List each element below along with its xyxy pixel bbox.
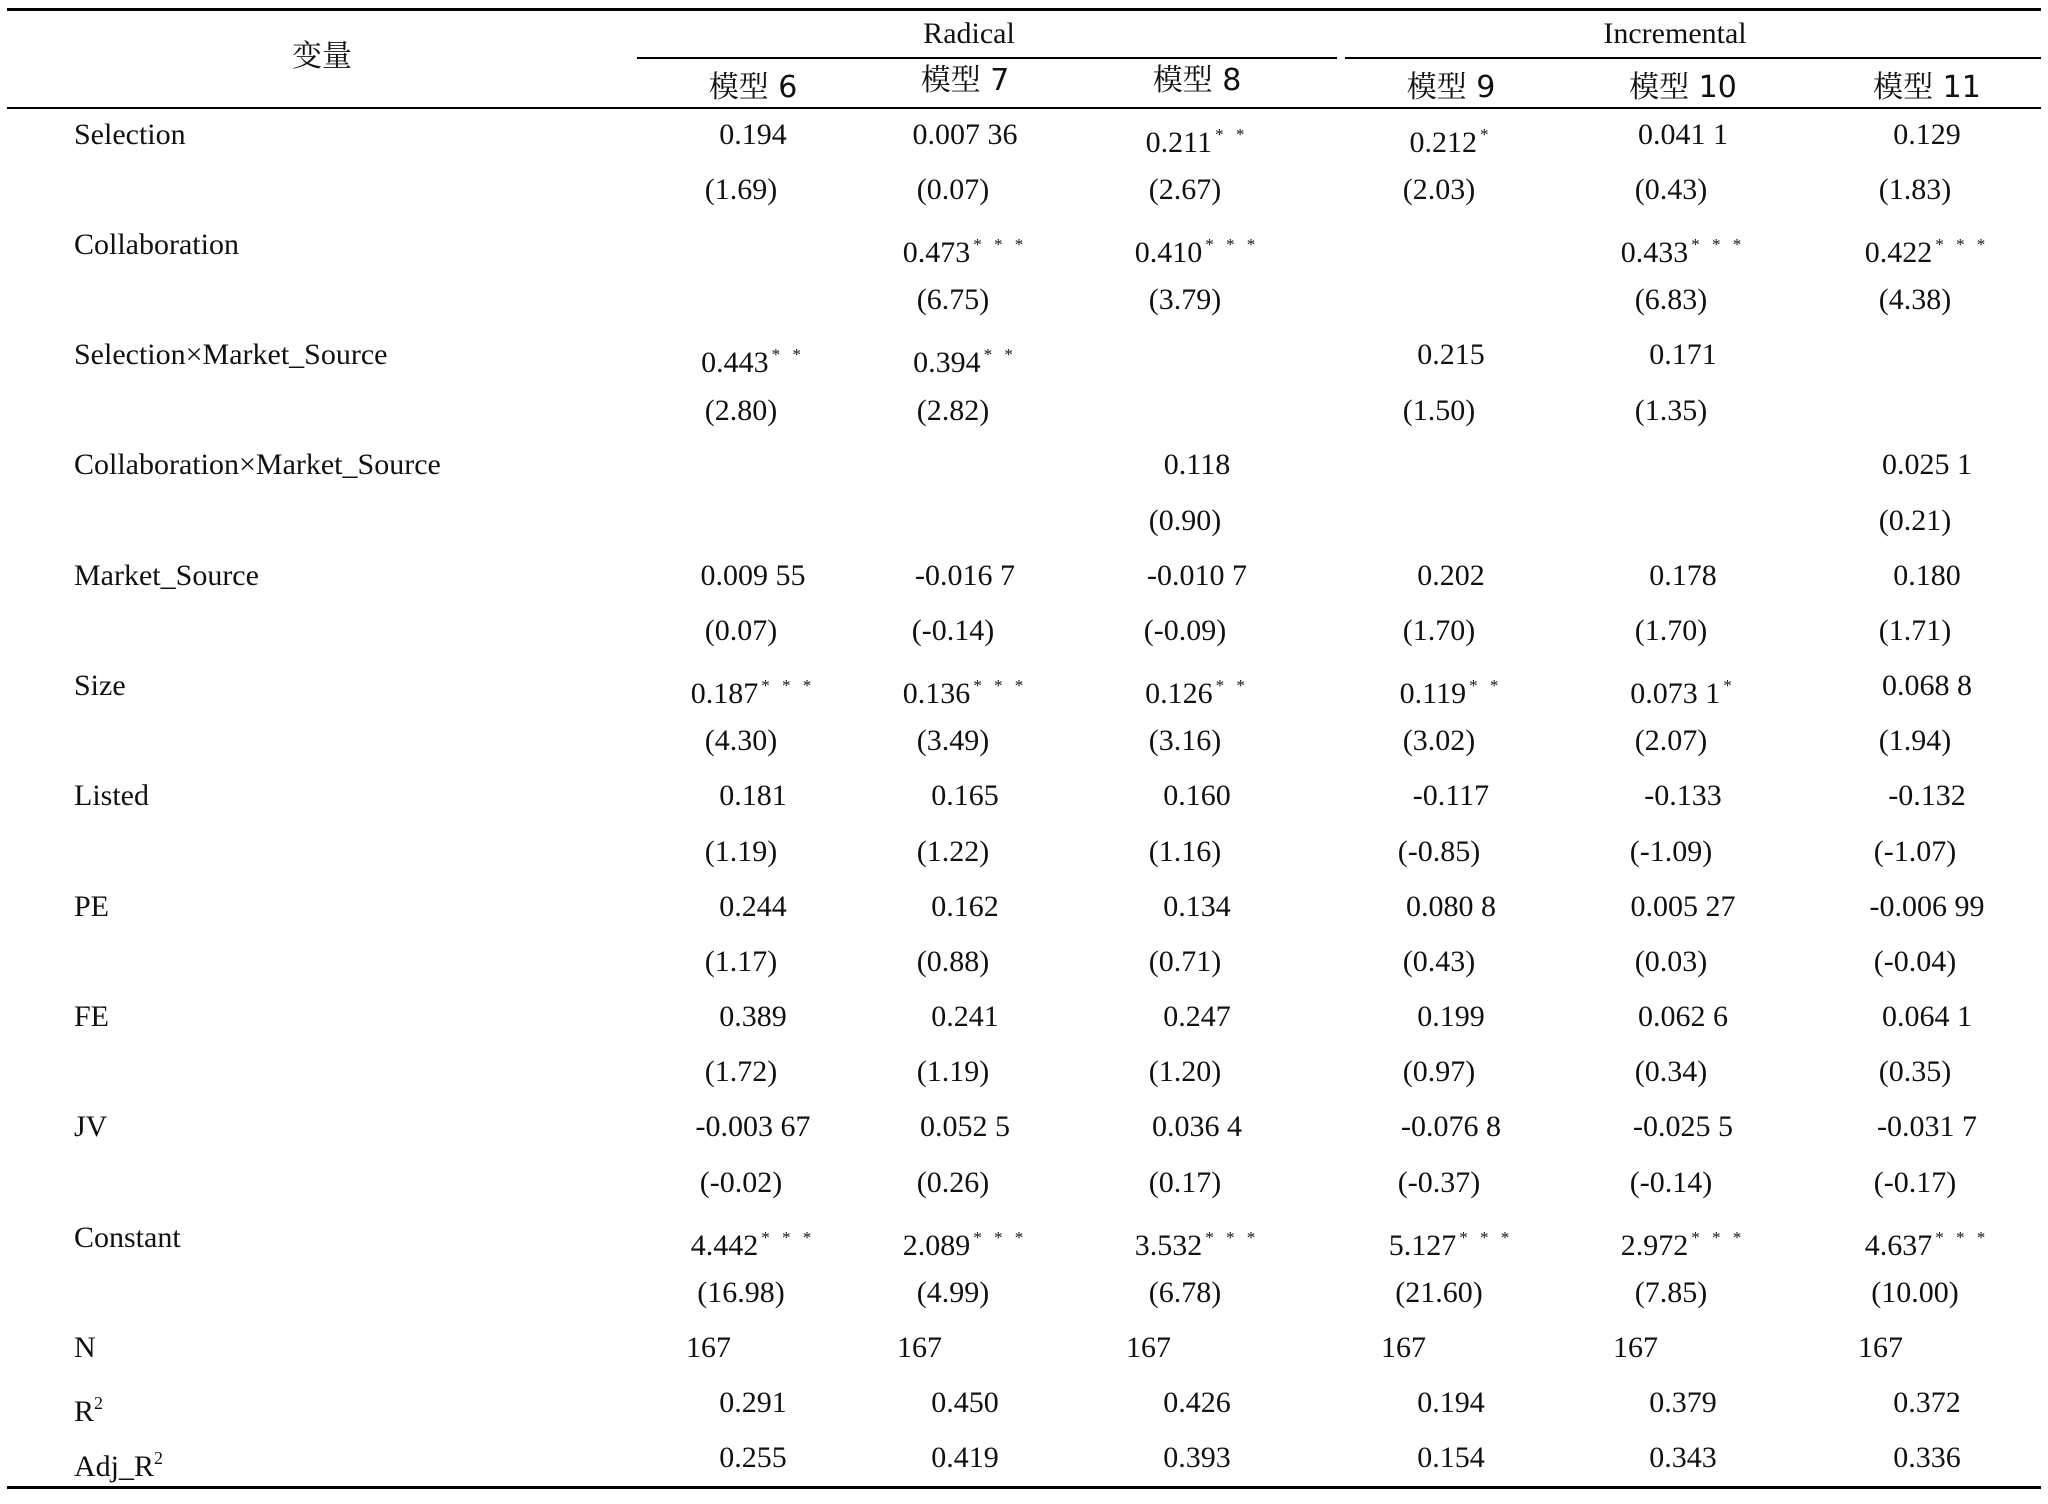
t-statistic-cell: (2.07) xyxy=(1634,724,1708,757)
coefficient-value: 0.171 xyxy=(1649,338,1717,371)
coefficient-cell xyxy=(1649,559,1717,593)
coefficient-value: 0.247 xyxy=(1163,1000,1231,1033)
variable-name: Constant xyxy=(74,1221,181,1254)
significance-stars: * * * xyxy=(973,676,1028,695)
coefficient-cell xyxy=(931,779,999,813)
coefficient-cell xyxy=(696,1110,811,1144)
coefficient-value: -0.076 8 xyxy=(1401,1110,1501,1143)
t-statistic-cell: (3.49) xyxy=(916,724,990,757)
significance-stars: * * * xyxy=(761,1228,816,1247)
t-statistic-cell: (0.21) xyxy=(1878,504,1952,537)
coefficient-cell xyxy=(1152,1110,1242,1144)
coefficient-cell xyxy=(1146,118,1249,160)
model-header-7: 模型 7 xyxy=(920,63,1010,98)
t-statistic-cell: (3.79) xyxy=(1148,283,1222,316)
top-rule xyxy=(7,8,2041,11)
coefficient-cell xyxy=(1882,448,1972,482)
coefficient-value: 0.118 xyxy=(1163,448,1231,481)
coefficient-value: 0.073 1 xyxy=(1630,677,1721,710)
coefficient-value: 0.041 1 xyxy=(1638,118,1728,151)
coefficient-value: 0.394 xyxy=(913,346,981,379)
stat-label: Adj_R xyxy=(74,1450,155,1483)
coefficient-cell xyxy=(1865,228,1990,270)
stat-value: 167 xyxy=(897,1331,942,1364)
significance-stars: * * xyxy=(1469,676,1503,695)
t-statistic-cell: (4.38) xyxy=(1878,283,1952,316)
t-statistic-cell: (-0.09) xyxy=(1143,614,1227,647)
coefficient-value: -0.132 xyxy=(1888,779,1966,812)
coefficient-cell xyxy=(1888,779,1966,813)
significance-stars: * * * xyxy=(1459,1228,1514,1247)
stat-value: 0.291 xyxy=(719,1386,787,1419)
group-header-incremental: Incremental xyxy=(1603,17,1747,50)
stat-value: 0.393 xyxy=(1163,1441,1231,1474)
group-header-radical: Radical xyxy=(923,17,1015,50)
t-statistic-cell: (0.26) xyxy=(916,1166,990,1199)
coefficient-cell xyxy=(1406,890,1496,924)
coefficient-cell xyxy=(1877,1110,1977,1144)
coefficient-cell xyxy=(1865,1221,1990,1263)
t-statistic-cell: (-0.14) xyxy=(1629,1166,1713,1199)
stat-value: 0.450 xyxy=(931,1386,999,1419)
t-statistic-cell: (1.19) xyxy=(916,1055,990,1088)
coefficient-value: 0.134 xyxy=(1163,890,1231,923)
coefficient-value: 4.442 xyxy=(690,1229,759,1262)
coefficient-value: 0.410 xyxy=(1134,236,1203,269)
coefficient-cell xyxy=(1163,779,1231,813)
coefficient-cell xyxy=(1649,338,1717,372)
coefficient-cell xyxy=(1164,448,1230,482)
coefficient-value: 0.052 5 xyxy=(920,1110,1010,1143)
t-statistic-cell: (6.83) xyxy=(1634,283,1708,316)
t-statistic-cell: (0.43) xyxy=(1402,945,1476,978)
t-statistic-cell: (1.70) xyxy=(1634,614,1708,647)
coefficient-cell xyxy=(1870,890,1985,924)
t-statistic-cell: (2.67) xyxy=(1148,173,1222,206)
t-statistic-cell: (0.34) xyxy=(1634,1055,1708,1088)
coefficient-value: 0.389 xyxy=(719,1000,787,1033)
stat-value: 0.379 xyxy=(1649,1386,1717,1419)
coefficient-cell xyxy=(1163,890,1231,924)
coefficient-cell xyxy=(1417,338,1485,372)
coefficient-value: 3.532 xyxy=(1134,1229,1203,1262)
coefficient-cell xyxy=(1882,669,1972,703)
variable-name: Listed xyxy=(74,779,149,812)
t-statistic-cell: (1.17) xyxy=(704,945,778,978)
coefficient-value: -0.031 7 xyxy=(1877,1110,1977,1143)
stat-value: 0.419 xyxy=(931,1441,999,1474)
stat-name xyxy=(74,1386,103,1429)
coefficient-value: 0.443 xyxy=(701,346,769,379)
coefficient-value: 0.244 xyxy=(719,890,787,923)
model-header-11: 模型 11 xyxy=(1873,70,1981,105)
variable-name: Market_Source xyxy=(74,559,259,592)
stat-value: 0.194 xyxy=(1417,1386,1485,1419)
bottom-rule xyxy=(7,1486,2041,1489)
coefficient-cell xyxy=(701,338,805,380)
coefficient-value: 0.194 xyxy=(719,118,787,151)
t-statistic-cell: (10.00) xyxy=(1871,1276,1959,1309)
stat-label: R xyxy=(74,1395,95,1428)
model-header-6: 模型 6 xyxy=(708,70,798,105)
coefficient-value: -0.117 xyxy=(1412,779,1490,812)
t-statistic-cell: (0.07) xyxy=(704,614,778,647)
coefficient-value: -0.003 67 xyxy=(695,1110,811,1143)
coefficient-value: 0.119 xyxy=(1399,677,1467,710)
t-statistic-cell: (-1.09) xyxy=(1629,835,1713,868)
coefficient-cell xyxy=(719,779,787,813)
coefficient-cell xyxy=(903,1221,1028,1263)
coefficient-cell xyxy=(1145,669,1249,711)
stat-value: 0.154 xyxy=(1417,1441,1485,1474)
significance-stars: * * * xyxy=(1691,1228,1746,1247)
significance-stars: * xyxy=(1723,676,1736,695)
t-statistic-cell: (1.83) xyxy=(1878,173,1952,206)
coefficient-value: 2.089 xyxy=(902,1229,971,1262)
variable-name: Collaboration xyxy=(74,228,239,261)
coefficient-cell xyxy=(691,1221,816,1263)
significance-stars: * * xyxy=(1215,676,1249,695)
t-statistic-cell: (-0.85) xyxy=(1397,835,1481,868)
t-statistic-cell: (-1.07) xyxy=(1873,835,1957,868)
coefficient-value: 0.199 xyxy=(1417,1000,1485,1033)
stat-value: 0.255 xyxy=(719,1441,787,1474)
coefficient-value: 0.160 xyxy=(1163,779,1231,812)
t-statistic-cell: (1.50) xyxy=(1402,394,1476,427)
t-statistic-cell: (3.16) xyxy=(1148,724,1222,757)
radical-group-rule xyxy=(637,57,1337,59)
coefficient-cell xyxy=(691,669,816,711)
coefficient-value: 5.127 xyxy=(1388,1229,1457,1262)
coefficient-value: 0.068 8 xyxy=(1882,669,1972,702)
stat-value: 0.426 xyxy=(1163,1386,1231,1419)
coefficient-cell xyxy=(920,1110,1010,1144)
coefficient-value: -0.133 xyxy=(1644,779,1722,812)
coefficient-cell xyxy=(719,890,787,924)
t-statistic-cell: (-0.37) xyxy=(1397,1166,1481,1199)
t-statistic-cell: (4.30) xyxy=(704,724,778,757)
t-statistic-cell: (1.20) xyxy=(1148,1055,1222,1088)
coefficient-value: 0.036 4 xyxy=(1152,1110,1242,1143)
coefficient-value: 0.129 xyxy=(1893,118,1961,151)
coefficient-cell xyxy=(913,338,1017,380)
coefficient-cell xyxy=(719,118,787,152)
significance-stars: * * xyxy=(983,345,1017,364)
significance-stars: * * * xyxy=(1205,1228,1260,1247)
stat-value: 0.343 xyxy=(1649,1441,1717,1474)
header-rule xyxy=(7,107,2041,109)
coefficient-cell xyxy=(1417,559,1485,593)
coefficient-cell xyxy=(931,890,999,924)
t-statistic-cell: (-0.02) xyxy=(699,1166,783,1199)
coefficient-value: 0.422 xyxy=(1864,236,1933,269)
coefficient-value: 0.433 xyxy=(1620,236,1689,269)
t-statistic-cell: (0.71) xyxy=(1148,945,1222,978)
coefficient-value: 0.136 xyxy=(902,677,971,710)
coefficient-cell xyxy=(1631,890,1736,924)
t-statistic-cell: (3.02) xyxy=(1402,724,1476,757)
coefficient-cell xyxy=(1400,669,1503,711)
significance-stars: * * * xyxy=(1691,235,1746,254)
t-statistic-cell: (-0.17) xyxy=(1873,1166,1957,1199)
stat-value: 0.372 xyxy=(1893,1386,1961,1419)
t-statistic-cell: (7.85) xyxy=(1634,1276,1708,1309)
stat-value: 167 xyxy=(686,1331,731,1364)
coefficient-cell xyxy=(1417,1000,1485,1034)
t-statistic-cell: (1.35) xyxy=(1634,394,1708,427)
coefficient-value: 0.473 xyxy=(902,236,971,269)
coefficient-value: 0.211 xyxy=(1145,126,1213,159)
coefficient-value: 0.212 xyxy=(1409,126,1477,159)
incremental-group-rule xyxy=(1345,57,2041,59)
stat-superscript: 2 xyxy=(94,1393,104,1413)
t-statistic-cell: (6.78) xyxy=(1148,1276,1222,1309)
coefficient-cell xyxy=(1163,1000,1231,1034)
coefficient-value: 0.005 27 xyxy=(1630,890,1736,923)
coefficient-value: 0.202 xyxy=(1417,559,1485,592)
stat-name xyxy=(74,1441,163,1484)
t-statistic-cell: (1.16) xyxy=(1148,835,1222,868)
model-header-8: 模型 8 xyxy=(1152,63,1242,98)
model-header-10: 模型 10 xyxy=(1629,70,1737,105)
stat-label: N xyxy=(74,1331,96,1364)
significance-stars: * * * xyxy=(1205,235,1260,254)
coefficient-value: 0.080 8 xyxy=(1406,890,1496,923)
coefficient-value: 0.025 1 xyxy=(1882,448,1972,481)
coefficient-cell xyxy=(1135,1221,1260,1263)
coefficient-value: -0.010 7 xyxy=(1147,559,1247,592)
variable-name: PE xyxy=(74,890,110,923)
stat-value: 167 xyxy=(1613,1331,1658,1364)
coefficient-cell xyxy=(1638,118,1728,152)
stat-value: 167 xyxy=(1381,1331,1426,1364)
coefficient-value: 0.162 xyxy=(931,890,999,923)
t-statistic-cell: (0.97) xyxy=(1402,1055,1476,1088)
variable-name: Selection xyxy=(74,118,186,151)
t-statistic-cell: (-0.14) xyxy=(911,614,995,647)
coefficient-value: 2.972 xyxy=(1620,1229,1689,1262)
coefficient-value: 0.126 xyxy=(1145,677,1213,710)
coefficient-value: 0.187 xyxy=(690,677,759,710)
coefficient-cell xyxy=(1644,779,1722,813)
t-statistic-cell: (6.75) xyxy=(916,283,990,316)
coefficient-cell xyxy=(1410,118,1493,160)
t-statistic-cell: (1.94) xyxy=(1878,724,1952,757)
t-statistic-cell: (2.03) xyxy=(1402,173,1476,206)
t-statistic-cell: (0.07) xyxy=(916,173,990,206)
coefficient-value: 0.241 xyxy=(931,1000,999,1033)
significance-stars: * * * xyxy=(973,1228,1028,1247)
t-statistic-cell: (2.80) xyxy=(704,394,778,427)
variable-name: Selection×Market_Source xyxy=(74,338,388,371)
coefficient-value: -0.006 99 xyxy=(1869,890,1985,923)
coefficient-cell xyxy=(903,228,1028,270)
coefficient-value: 0.215 xyxy=(1417,338,1485,371)
variable-header: 变量 xyxy=(292,39,352,74)
t-statistic-cell: (1.72) xyxy=(704,1055,778,1088)
significance-stars: * * * xyxy=(1935,235,1990,254)
stat-value: 167 xyxy=(1858,1331,1903,1364)
t-statistic-cell: (4.99) xyxy=(916,1276,990,1309)
t-statistic-cell: (1.71) xyxy=(1878,614,1952,647)
coefficient-value: 4.637 xyxy=(1864,1229,1933,1262)
coefficient-cell xyxy=(1893,118,1961,152)
coefficient-cell xyxy=(1621,1221,1746,1263)
t-statistic-cell: (0.17) xyxy=(1148,1166,1222,1199)
coefficient-value: 0.062 6 xyxy=(1638,1000,1728,1033)
significance-stars: * * * xyxy=(1935,1228,1990,1247)
stat-name xyxy=(74,1331,96,1365)
coefficient-cell xyxy=(1147,559,1247,593)
coefficient-cell xyxy=(913,118,1018,152)
significance-stars: * * * xyxy=(761,676,816,695)
coefficient-value: 0.009 55 xyxy=(700,559,806,592)
variable-name: JV xyxy=(74,1110,108,1143)
t-statistic-cell: (1.70) xyxy=(1402,614,1476,647)
variable-name: Collaboration×Market_Source xyxy=(74,448,441,481)
coefficient-cell xyxy=(1621,228,1746,270)
t-statistic-cell: (0.88) xyxy=(916,945,990,978)
significance-stars: * * xyxy=(771,345,805,364)
model-header-9: 模型 9 xyxy=(1406,70,1496,105)
variable-name: Size xyxy=(74,669,126,702)
coefficient-cell xyxy=(931,1000,999,1034)
t-statistic-cell: (2.82) xyxy=(916,394,990,427)
coefficient-cell xyxy=(1893,559,1961,593)
t-statistic-cell: (1.19) xyxy=(704,835,778,868)
coefficient-value: -0.025 5 xyxy=(1633,1110,1733,1143)
coefficient-cell xyxy=(1638,1000,1728,1034)
stat-superscript: 2 xyxy=(154,1448,164,1468)
coefficient-value: 0.181 xyxy=(719,779,787,812)
coefficient-value: 0.178 xyxy=(1649,559,1717,592)
t-statistic-cell: (16.98) xyxy=(697,1276,785,1309)
coefficient-cell xyxy=(1135,228,1260,270)
coefficient-cell xyxy=(1882,1000,1972,1034)
significance-stars: * xyxy=(1480,125,1493,144)
coefficient-cell xyxy=(915,559,1015,593)
stat-value: 0.336 xyxy=(1893,1441,1961,1474)
t-statistic-cell: (0.43) xyxy=(1634,173,1708,206)
t-statistic-cell: (1.22) xyxy=(916,835,990,868)
coefficient-cell xyxy=(701,559,806,593)
coefficient-value: 0.180 xyxy=(1893,559,1961,592)
coefficient-cell xyxy=(1630,669,1736,711)
coefficient-cell xyxy=(1413,779,1489,813)
coefficient-value: 0.064 1 xyxy=(1882,1000,1972,1033)
coefficient-cell xyxy=(1401,1110,1501,1144)
coefficient-cell xyxy=(903,669,1028,711)
coefficient-value: -0.016 7 xyxy=(915,559,1015,592)
significance-stars: * * xyxy=(1215,125,1249,144)
t-statistic-cell: (0.03) xyxy=(1634,945,1708,978)
coefficient-cell xyxy=(719,1000,787,1034)
coefficient-value: 0.007 36 xyxy=(912,118,1018,151)
variable-name: FE xyxy=(74,1000,110,1033)
t-statistic-cell: (0.35) xyxy=(1878,1055,1952,1088)
coefficient-value: 0.165 xyxy=(931,779,999,812)
t-statistic-cell: (-0.04) xyxy=(1873,945,1957,978)
coefficient-cell xyxy=(1389,1221,1514,1263)
t-statistic-cell: (21.60) xyxy=(1395,1276,1483,1309)
t-statistic-cell: (0.90) xyxy=(1148,504,1222,537)
stat-value: 167 xyxy=(1126,1331,1171,1364)
significance-stars: * * * xyxy=(973,235,1028,254)
t-statistic-cell: (1.69) xyxy=(704,173,778,206)
coefficient-cell xyxy=(1633,1110,1733,1144)
